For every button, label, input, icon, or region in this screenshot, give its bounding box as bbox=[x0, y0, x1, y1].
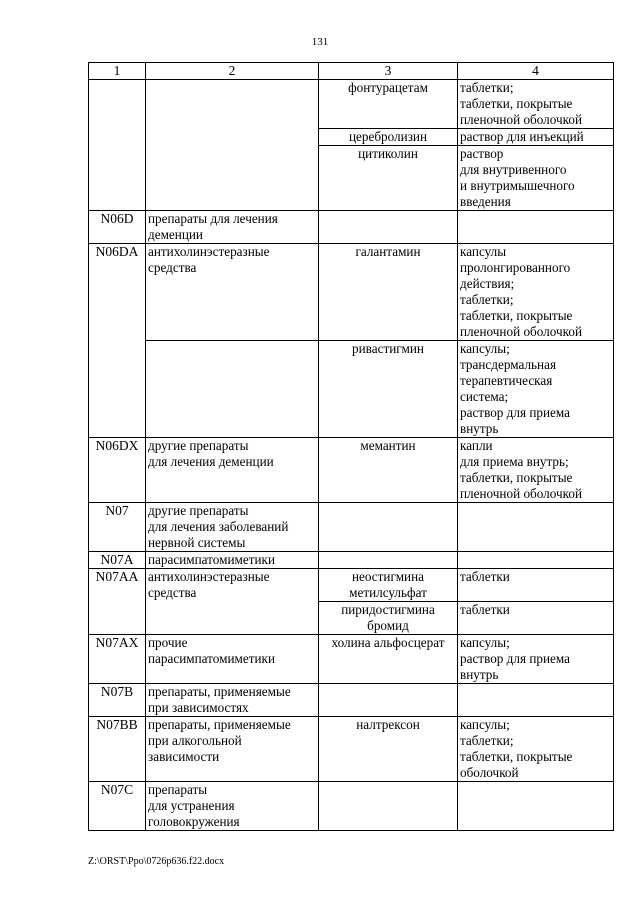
column-header-3: 3 bbox=[319, 63, 458, 80]
table-row bbox=[89, 341, 614, 438]
table-row bbox=[89, 717, 614, 782]
drug-name-cell: ривастигмин bbox=[319, 341, 458, 438]
column-header-1: 1 bbox=[89, 63, 146, 80]
table-row bbox=[89, 244, 614, 341]
dosage-form-cell bbox=[458, 684, 614, 717]
table-row bbox=[89, 782, 614, 831]
atc-code-cell: N07AA bbox=[89, 569, 146, 635]
drug-name-cell: цитиколин bbox=[319, 146, 458, 211]
dosage-form-cell bbox=[458, 211, 614, 244]
drug-name-cell bbox=[319, 552, 458, 569]
drug-classification-table bbox=[88, 62, 614, 831]
dosage-form-cell: капсулы; таблетки; таблетки, покрытые оболочкой bbox=[458, 717, 614, 782]
dosage-form-cell: раствор для инъекций bbox=[458, 129, 614, 146]
table-row bbox=[89, 80, 614, 129]
table-row bbox=[89, 684, 614, 717]
drug-name-cell bbox=[319, 503, 458, 552]
group-description-cell: препараты для лечения деменции bbox=[146, 211, 319, 244]
table-row bbox=[89, 635, 614, 684]
group-description-cell bbox=[146, 80, 319, 211]
dosage-form-cell bbox=[458, 552, 614, 569]
atc-code-cell: N07C bbox=[89, 782, 146, 831]
group-description-cell: препараты, применяемые при зависимостях bbox=[146, 684, 319, 717]
group-description-cell: антихолинэстеразные средства bbox=[146, 244, 319, 341]
group-description-cell: антихолинэстеразные средства bbox=[146, 569, 319, 635]
drug-name-cell bbox=[319, 782, 458, 831]
drug-name-cell: мемантин bbox=[319, 438, 458, 503]
group-description-cell: другие препараты для лечения заболеваний нервной системы bbox=[146, 503, 319, 552]
group-description-cell: другие препараты для лечения деменции bbox=[146, 438, 319, 503]
atc-code-cell: N06D bbox=[89, 211, 146, 244]
drug-name-cell: налтрексон bbox=[319, 717, 458, 782]
column-header-2: 2 bbox=[146, 63, 319, 80]
group-description-cell: препараты, применяемые при алкогольной зависимости bbox=[146, 717, 319, 782]
dosage-form-cell: раствор для внутривенного и внутримышечного введения bbox=[458, 146, 614, 211]
atc-code-cell: N06DA bbox=[89, 244, 146, 438]
drug-name-cell: фонтурацетам bbox=[319, 80, 458, 129]
group-description-cell bbox=[146, 341, 319, 438]
atc-code-cell: N06DX bbox=[89, 438, 146, 503]
drug-name-cell: пиридостигмина бромид bbox=[319, 602, 458, 635]
page-number: 131 bbox=[311, 36, 329, 48]
drug-name-cell bbox=[319, 684, 458, 717]
table-header-row bbox=[89, 63, 614, 80]
table-row bbox=[89, 503, 614, 552]
group-description-cell: прочие парасимпатомиметики bbox=[146, 635, 319, 684]
atc-code-cell: N07AX bbox=[89, 635, 146, 684]
drug-name-cell: галантамин bbox=[319, 244, 458, 341]
table-row bbox=[89, 569, 614, 602]
atc-code-cell: N07 bbox=[89, 503, 146, 552]
dosage-form-cell: таблетки bbox=[458, 569, 614, 602]
dosage-form-cell: таблетки; таблетки, покрытые пленочной оболочкой bbox=[458, 80, 614, 129]
dosage-form-cell: капли для приема внутрь; таблетки, покрытые пленочной оболочкой bbox=[458, 438, 614, 503]
drug-name-cell bbox=[319, 211, 458, 244]
atc-code-cell: N07BB bbox=[89, 717, 146, 782]
atc-code-cell bbox=[89, 80, 146, 211]
dosage-form-cell: капсулы; трансдермальная терапевтическая система; раствор для приема внутрь bbox=[458, 341, 614, 438]
drug-name-cell: холина альфосцерат bbox=[319, 635, 458, 684]
dosage-form-cell: таблетки bbox=[458, 602, 614, 635]
dosage-form-cell bbox=[458, 503, 614, 552]
table-row bbox=[89, 552, 614, 569]
document-file-path: Z:\ORST\Ppo\0726p636.f22.docx bbox=[88, 856, 225, 867]
column-header-4: 4 bbox=[458, 63, 614, 80]
dosage-form-cell: капсулы; раствор для приема внутрь bbox=[458, 635, 614, 684]
table-row bbox=[89, 438, 614, 503]
dosage-form-cell: капсулы пролонгированного действия; таблетки; таблетки, покрытые пленочной оболочкой bbox=[458, 244, 614, 341]
group-description-cell: парасимпатомиметики bbox=[146, 552, 319, 569]
atc-code-cell: N07A bbox=[89, 552, 146, 569]
atc-code-cell: N07B bbox=[89, 684, 146, 717]
drug-name-cell: неостигмина метилсульфат bbox=[319, 569, 458, 602]
group-description-cell: препараты для устранения головокружения bbox=[146, 782, 319, 831]
drug-name-cell: церебролизин bbox=[319, 129, 458, 146]
table-row bbox=[89, 211, 614, 244]
dosage-form-cell bbox=[458, 782, 614, 831]
